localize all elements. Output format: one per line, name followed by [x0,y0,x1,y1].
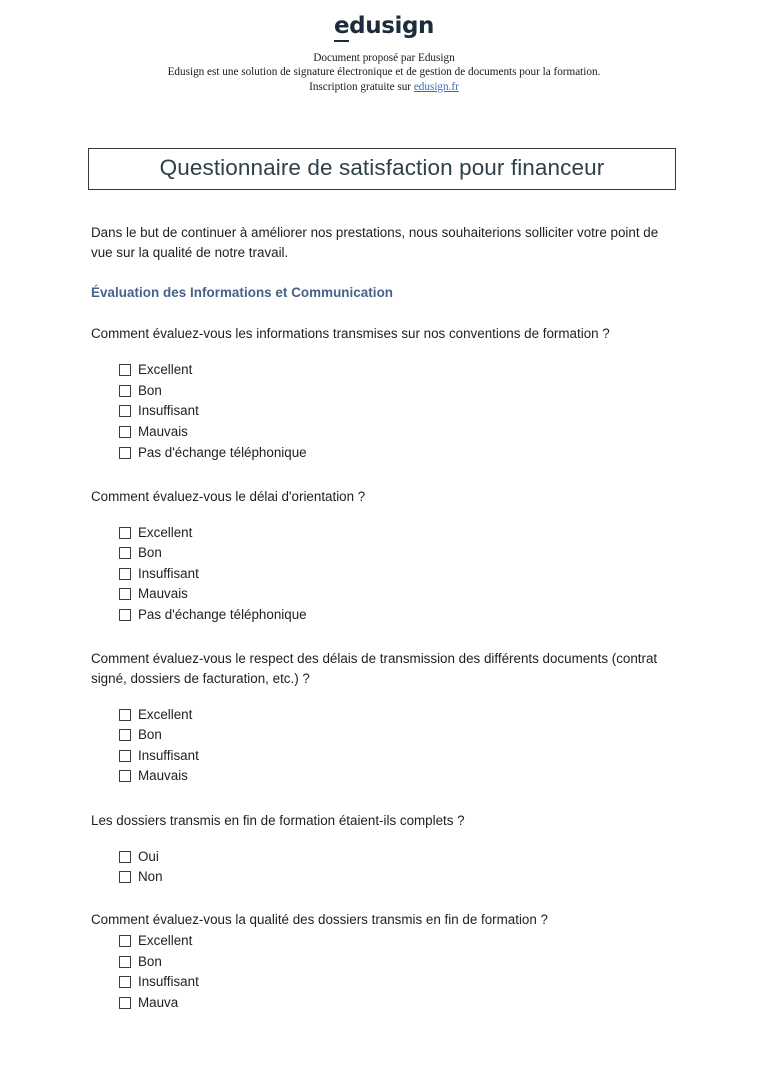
option-label: Bon [138,545,162,561]
option-row[interactable] [119,931,677,952]
option-row[interactable] [119,543,677,564]
option-row[interactable] [119,380,677,401]
option-label: Bon [138,382,162,398]
question-text-q1: Comment évaluez-vous les informations transmises sur nos conventions de formation ? [91,326,610,342]
option-label: Insuffisant [138,565,199,581]
option-label: Pas d'échange téléphonique [138,607,307,623]
header-line-2: Edusign est une solution de signature électronique et de gestion de documents pour la formation. [167,66,601,79]
option-row[interactable] [119,564,677,585]
option-row[interactable] [119,360,677,381]
option-row[interactable] [119,951,677,972]
question-block-q1 [91,324,677,462]
option-label: Mauva [138,994,179,1010]
option-label: Insuffisant [138,403,199,419]
checkbox-icon[interactable] [119,568,131,580]
option-label: Insuffisant [138,974,199,990]
question-text-q5: Comment évaluez-vous la qualité des dossiers transmis en fin de formation ? [91,912,548,928]
document-header [0,0,768,94]
question-block-q3 [91,649,677,786]
option-row[interactable] [119,422,677,443]
question-text-q2: Comment évaluez-vous le délai d'orientation ? [91,488,366,504]
option-label: Excellent [138,706,193,722]
question-block-q4 [91,811,677,888]
logo-first-letter: e [334,13,349,42]
checkbox-icon[interactable] [119,405,131,417]
option-row[interactable] [119,746,677,767]
checkbox-icon[interactable] [119,997,131,1009]
checkbox-icon[interactable] [119,935,131,947]
question-block-q2 [91,487,677,625]
checkbox-icon[interactable] [119,547,131,559]
checkbox-icon[interactable] [119,770,131,782]
edusign-logo [334,14,434,38]
checkbox-icon[interactable] [119,447,131,459]
checkbox-icon[interactable] [119,956,131,968]
header-line-3-text: Inscription gratuite sur [309,80,414,93]
checkbox-icon[interactable] [119,426,131,438]
checkbox-icon[interactable] [119,609,131,621]
checkbox-icon[interactable] [119,976,131,988]
option-row[interactable] [119,605,677,626]
checkbox-icon[interactable] [119,750,131,762]
option-row[interactable] [119,867,677,888]
option-row[interactable] [119,442,677,463]
option-label: Non [138,869,163,885]
option-group-q1 [119,360,677,463]
question-block-q5 [91,910,677,1013]
checkbox-icon[interactable] [119,709,131,721]
option-group-q3 [119,704,677,786]
checkbox-icon[interactable] [119,851,131,863]
checkbox-icon[interactable] [119,871,131,883]
option-row[interactable] [119,522,677,543]
option-group-q2 [119,522,677,625]
questionnaire-body [91,210,677,1013]
page-title: Questionnaire de satisfaction pour financeur [159,155,605,181]
intro-paragraph: Dans le but de continuer à améliorer nos prestations, nous souhaiterions solliciter votre point de vue sur la qualité de notre travail. [91,225,659,261]
section-heading-evaluation: Évaluation des Informations et Communication [91,285,394,301]
option-label: Excellent [138,524,193,540]
option-label: Excellent [138,362,193,378]
checkbox-icon[interactable] [119,527,131,539]
question-text-q3: Comment évaluez-vous le respect des délais de transmission des différents documents (contrat signé, dossiers de facturation, etc.) ? [91,651,658,686]
option-row[interactable] [119,846,677,867]
option-row[interactable] [119,972,677,993]
header-line-1: Document proposé par Edusign [313,52,455,65]
checkbox-icon[interactable] [119,729,131,741]
option-group-q4 [119,846,677,887]
option-label: Mauvais [138,768,188,784]
option-group-q5 [119,931,677,1013]
option-label: Mauvais [138,586,188,602]
option-row[interactable] [119,584,677,605]
option-label: Bon [138,727,162,743]
option-label: Insuffisant [138,747,199,763]
question-text-q4: Les dossiers transmis en fin de formation étaient-ils complets ? [91,812,465,828]
checkbox-icon[interactable] [119,385,131,397]
option-label: Bon [138,953,162,969]
checkbox-icon[interactable] [119,364,131,376]
option-label: Mauvais [138,423,188,439]
logo-remainder: dusign [349,13,435,39]
page-title-box [88,148,676,190]
option-row[interactable] [119,993,677,1014]
option-row[interactable] [119,704,677,725]
option-label: Excellent [138,933,193,949]
option-row[interactable] [119,725,677,746]
header-line-3 [0,80,768,94]
option-label: Pas d'échange téléphonique [138,444,307,460]
edusign-website-link[interactable]: edusign.fr [413,80,459,93]
option-row[interactable] [119,401,677,422]
option-row[interactable] [119,766,677,787]
option-label: Oui [138,848,159,864]
checkbox-icon[interactable] [119,588,131,600]
header-subtitle-lines [0,51,768,94]
